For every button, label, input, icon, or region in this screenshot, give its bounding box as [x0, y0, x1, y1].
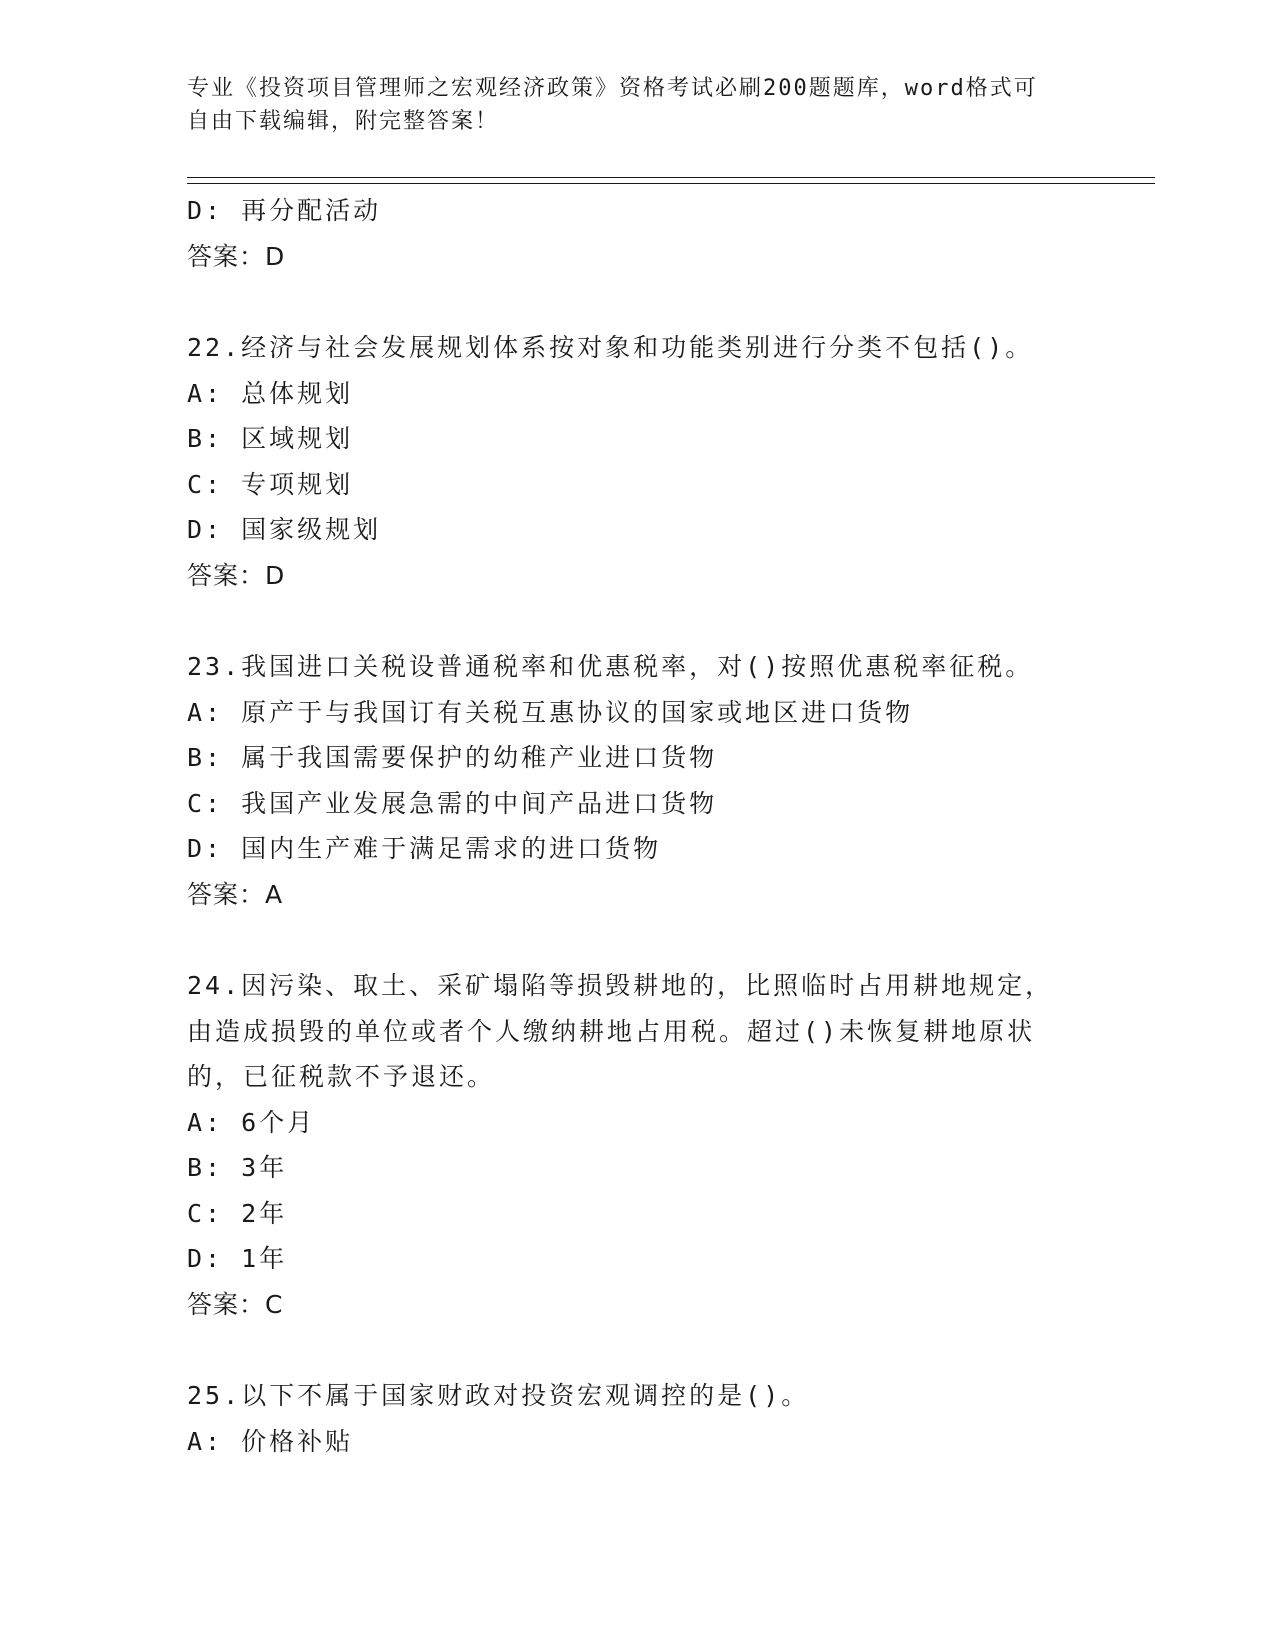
answer-label: 答案：A	[187, 879, 284, 909]
question-stem: 25.以下不属于国家财政对投资宏观调控的是()。	[187, 1381, 810, 1410]
question-block-24	[187, 963, 1067, 1327]
question-stem: 23.我国进口关税设普通税率和优惠税率，对()按照优惠税率征税。	[187, 652, 1034, 681]
option-d: D: 再分配活动	[187, 196, 382, 225]
option-b: B: 属于我国需要保护的幼稚产业进口货物	[187, 743, 718, 772]
option-c: C: 我国产业发展急需的中间产品进口货物	[187, 788, 718, 818]
option-b: B: 3年	[187, 1153, 288, 1182]
header-divider-bottom	[187, 183, 1155, 184]
question-block-21-tail	[187, 188, 1067, 279]
answer-label: 答案：D	[187, 560, 286, 590]
question-stem: 22.经济与社会发展规划体系按对象和功能类别进行分类不包括()。	[187, 333, 1034, 362]
question-stem-line-3: 的，已征税款不予退还。	[187, 1062, 496, 1091]
option-a: A: 原产于与我国订有关税互惠协议的国家或地区进口货物	[187, 697, 914, 727]
option-a: A: 总体规划	[187, 378, 354, 408]
question-block-23	[187, 644, 1067, 917]
header-title-line-2: 自由下载编辑，附完整答案！	[187, 109, 500, 134]
question-stem-line-2: 由造成损毁的单位或者个人缴纳耕地占用税。超过()未恢复耕地原状	[187, 1016, 1036, 1046]
option-d: D: 国内生产难于满足需求的进口货物	[187, 834, 662, 863]
option-d: D: 国家级规划	[187, 515, 382, 544]
document-header	[187, 72, 1067, 138]
question-block-25	[187, 1373, 1067, 1464]
header-divider-top	[187, 177, 1155, 178]
option-c: C: 专项规划	[187, 469, 354, 499]
document-body	[187, 188, 1067, 1464]
question-block-22	[187, 325, 1067, 598]
answer-label: 答案：C	[187, 1289, 284, 1319]
question-stem-line-1: 24.因污染、取土、采矿塌陷等损毁耕地的，比照临时占用耕地规定，	[187, 971, 1054, 1000]
option-a: A: 价格补贴	[187, 1426, 354, 1456]
answer-label: 答案：D	[187, 241, 286, 271]
option-a: A: 6个月	[187, 1107, 316, 1137]
option-d: D: 1年	[187, 1244, 288, 1273]
header-title-line-1: 专业《投资项目管理师之宏观经济政策》资格考试必刷200题题库，word格式可	[187, 76, 1038, 101]
option-b: B: 区域规划	[187, 424, 354, 453]
option-c: C: 2年	[187, 1198, 288, 1228]
